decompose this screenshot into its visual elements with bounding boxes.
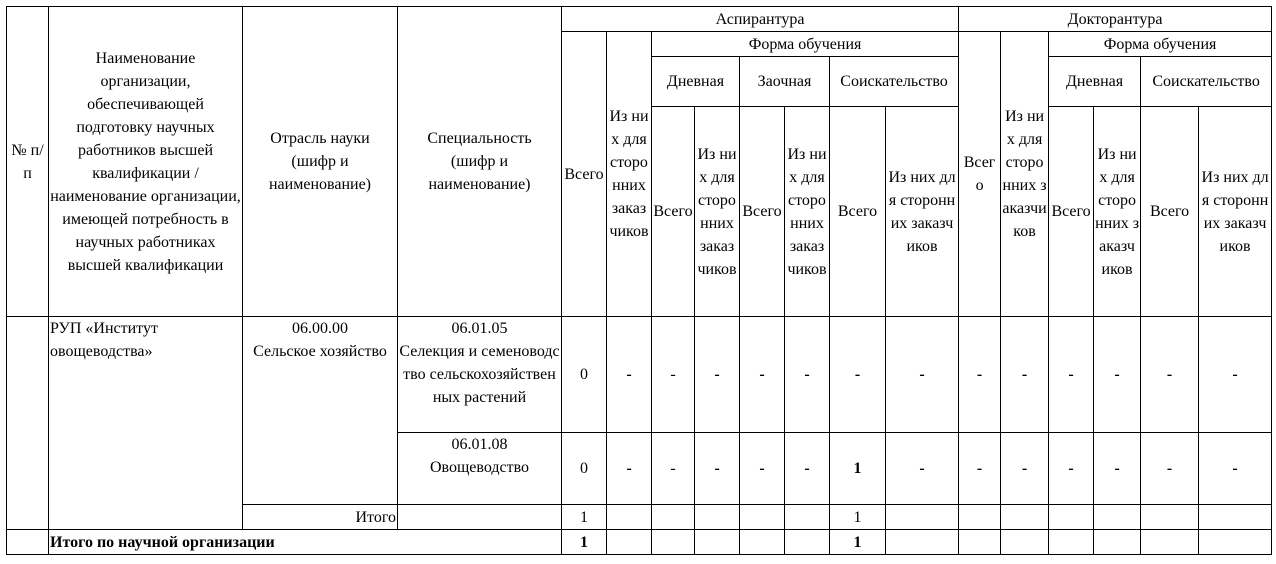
- itogo-label: Итого: [243, 505, 398, 530]
- spec-name: Овощеводство: [429, 459, 530, 476]
- cell: -: [740, 317, 785, 433]
- header-asp-day: Дневная: [652, 57, 740, 107]
- cell: -: [1001, 317, 1049, 433]
- cell: -: [886, 317, 959, 433]
- itogo-org-total: 1: [562, 530, 607, 555]
- cell: -: [607, 433, 652, 505]
- cell: -: [1141, 317, 1199, 433]
- spec-cell-1: [398, 317, 562, 433]
- branch-code: 06.00.00: [292, 320, 348, 337]
- header-asp-day-total: Всего: [652, 107, 695, 317]
- branch-name: Сельское хозяйство: [253, 343, 387, 360]
- cell: 1: [830, 433, 886, 505]
- header-branch: Отрасль науки (шифр и наименование): [243, 7, 398, 317]
- header-asp-external: Из них для сторонних заказчиков: [607, 32, 652, 317]
- cell: -: [740, 433, 785, 505]
- itogo-applicant: 1: [830, 505, 886, 530]
- header-doc-applicant-total: Всего: [1141, 107, 1199, 317]
- header-num: № п/п: [7, 7, 49, 317]
- cell: -: [886, 433, 959, 505]
- cell: -: [1001, 433, 1049, 505]
- cell: -: [1141, 433, 1199, 505]
- header-asp-extramural-total: Всего: [740, 107, 785, 317]
- spec-cell-2: [398, 433, 562, 505]
- header-doc-external: Из них для сторонних заказчиков: [1001, 32, 1049, 317]
- header-doc-applicant: Соискательство: [1141, 57, 1272, 107]
- header-doc-day-total: Всего: [1049, 107, 1094, 317]
- header-doc-day-external: Из них для сторонних заказчиков: [1094, 107, 1141, 317]
- header-doc-form: Форма обучения: [1049, 32, 1272, 57]
- header-asp-applicant-external: Из них для сторонних заказчиков: [886, 107, 959, 317]
- cell: -: [652, 317, 695, 433]
- header-aspirantura: Аспирантура: [562, 7, 959, 32]
- itogo-org-label: Итого по научной организации: [49, 530, 562, 555]
- itogo-org-applicant: 1: [830, 530, 886, 555]
- header-asp-total: Всего: [562, 32, 607, 317]
- header-asp-applicant: Соискательство: [830, 57, 959, 107]
- header-asp-form: Форма обучения: [652, 32, 959, 57]
- specialists-table: [6, 6, 1272, 555]
- header-specialty: Специальность (шифр и наименование): [398, 7, 562, 317]
- spec-code: 06.01.08: [451, 436, 508, 453]
- row-number: [7, 317, 49, 530]
- cell: -: [785, 317, 830, 433]
- cell: -: [959, 433, 1001, 505]
- cell: -: [959, 317, 1001, 433]
- cell: 0: [562, 433, 607, 505]
- header-doc-day: Дневная: [1049, 57, 1141, 107]
- cell: -: [785, 433, 830, 505]
- cell: 0: [562, 317, 607, 433]
- spec-code: 06.01.05: [451, 320, 508, 337]
- spec-name: Селекция и семеноводство сельскохозяйственных растений: [399, 343, 560, 406]
- header-doktorantura: Докторантура: [959, 7, 1272, 32]
- row-number-empty: [7, 530, 49, 555]
- cell: -: [830, 317, 886, 433]
- header-asp-extramural-external: Из них для сторонних заказчиков: [785, 107, 830, 317]
- header-asp-extramural: Заочная: [740, 57, 830, 107]
- spec-empty: [398, 505, 562, 530]
- header-doc-applicant-external: Из них для сторонних заказчиков: [1199, 107, 1272, 317]
- header-organization: Наименование организации, обеспечивающей подготовку научных работников высшей квалификации / наименование организации, имеющей потребность в научных работниках высшей квалификации: [49, 7, 243, 317]
- itogo-total: 1: [562, 505, 607, 530]
- cell: -: [1049, 433, 1094, 505]
- cell: -: [607, 317, 652, 433]
- cell: -: [1094, 433, 1141, 505]
- branch-cell: [243, 317, 398, 505]
- cell: -: [1049, 317, 1094, 433]
- cell: -: [695, 317, 740, 433]
- cell: -: [695, 433, 740, 505]
- header-doc-total: Всего: [959, 32, 1001, 317]
- cell: -: [1199, 317, 1272, 433]
- header-asp-day-external: Из них для сторонних заказчиков: [695, 107, 740, 317]
- org-name: РУП «Институт овощеводства»: [49, 317, 243, 530]
- cell: -: [1094, 317, 1141, 433]
- cell: -: [1199, 433, 1272, 505]
- cell: -: [652, 433, 695, 505]
- header-asp-applicant-total: Всего: [830, 107, 886, 317]
